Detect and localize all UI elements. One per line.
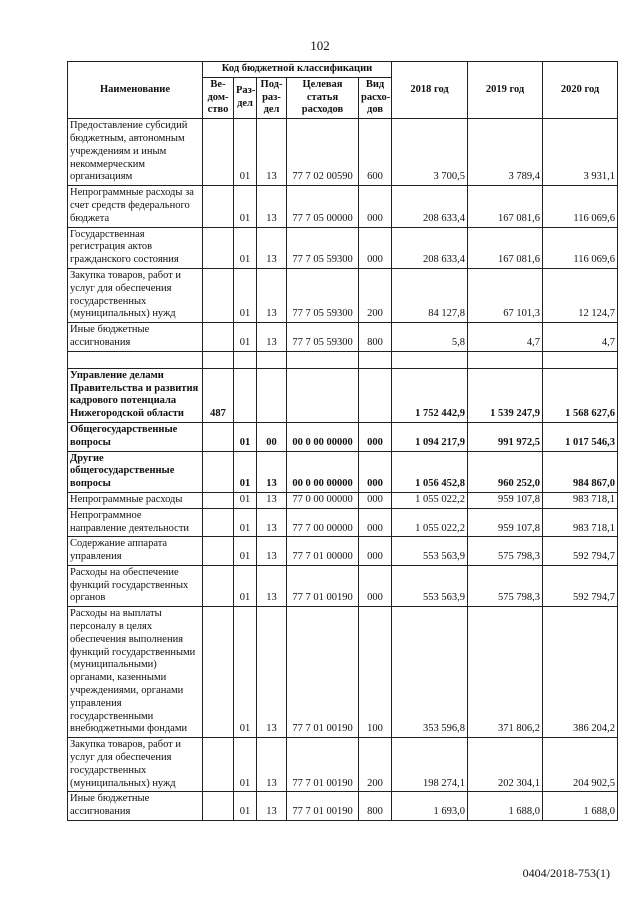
cell-2019: 959 107,8 (468, 508, 543, 537)
cell-name: Закупка товаров, работ и услуг для обеспечения государственных (муниципальных) нужд (68, 268, 203, 322)
cell-podrazdel: 13 (257, 268, 287, 322)
cell-podrazdel: 00 (257, 422, 287, 451)
cell-2020: 592 794,7 (543, 565, 618, 606)
cell-target: 77 7 02 00590 (287, 119, 359, 186)
cell-target: 77 7 01 00190 (287, 565, 359, 606)
cell-vedomstvo (203, 565, 234, 606)
cell-target (287, 368, 359, 422)
cell-target: 00 0 00 00000 (287, 451, 359, 492)
cell-name: Государственная регистрация актов гражданского состояния (68, 227, 203, 268)
cell-vid: 200 (359, 268, 392, 322)
header-vid: Вид расхо- дов (359, 77, 392, 118)
cell-podrazdel: 13 (257, 792, 287, 821)
header-row-top (68, 62, 618, 78)
cell-razdel: 01 (234, 792, 257, 821)
cell-2018: 553 563,9 (392, 565, 468, 606)
cell-2019: 4,7 (468, 323, 543, 352)
cell-razdel (234, 368, 257, 422)
cell-2020 (543, 351, 618, 368)
cell-razdel: 01 (234, 565, 257, 606)
cell-2018: 208 633,4 (392, 186, 468, 227)
cell-2020: 592 794,7 (543, 537, 618, 566)
cell-name: Закупка товаров, работ и услуг для обеспечения государственных (муниципальных) нужд (68, 738, 203, 792)
table-row (68, 422, 618, 451)
cell-2019: 167 081,6 (468, 227, 543, 268)
cell-vedomstvo (203, 451, 234, 492)
cell-vedomstvo (203, 537, 234, 566)
cell-podrazdel: 13 (257, 451, 287, 492)
cell-2018: 3 700,5 (392, 119, 468, 186)
table-row (68, 268, 618, 322)
header-2019: 2019 год (468, 62, 543, 119)
header-classification-group: Код бюджетной классификации (203, 62, 392, 78)
table-row (68, 451, 618, 492)
cell-name: Непрограммные расходы (68, 492, 203, 508)
table-row (68, 227, 618, 268)
header-target: Целевая статья расходов (287, 77, 359, 118)
cell-podrazdel: 13 (257, 119, 287, 186)
cell-razdel: 01 (234, 119, 257, 186)
cell-podrazdel: 13 (257, 186, 287, 227)
cell-2020: 386 204,2 (543, 607, 618, 738)
table-row (68, 323, 618, 352)
cell-target: 77 0 00 00000 (287, 492, 359, 508)
cell-vid: 000 (359, 186, 392, 227)
cell-vedomstvo (203, 323, 234, 352)
cell-name: Управление делами Правительства и развития кадрового потенциала Нижегородской области (68, 368, 203, 422)
cell-name: Содержание аппарата управления (68, 537, 203, 566)
cell-2020: 983 718,1 (543, 492, 618, 508)
cell-target: 77 7 01 00000 (287, 537, 359, 566)
cell-2019: 371 806,2 (468, 607, 543, 738)
cell-podrazdel: 13 (257, 323, 287, 352)
table-row (68, 792, 618, 821)
table-row (68, 565, 618, 606)
table-row (68, 738, 618, 792)
cell-razdel: 01 (234, 451, 257, 492)
cell-2020: 116 069,6 (543, 227, 618, 268)
cell-2019: 167 081,6 (468, 186, 543, 227)
cell-2019 (468, 351, 543, 368)
cell-2019: 991 972,5 (468, 422, 543, 451)
cell-razdel: 01 (234, 492, 257, 508)
cell-podrazdel: 13 (257, 508, 287, 537)
cell-2020: 1 568 627,6 (543, 368, 618, 422)
cell-2019: 3 789,4 (468, 119, 543, 186)
cell-target: 77 7 01 00190 (287, 738, 359, 792)
page-number: 102 (310, 38, 330, 53)
cell-2018: 208 633,4 (392, 227, 468, 268)
cell-razdel: 01 (234, 508, 257, 537)
cell-vedomstvo (203, 492, 234, 508)
cell-vid: 000 (359, 422, 392, 451)
cell-2018: 553 563,9 (392, 537, 468, 566)
header-podrazdel: Под- раз- дел (257, 77, 287, 118)
cell-2019: 202 304,1 (468, 738, 543, 792)
cell-vid: 000 (359, 565, 392, 606)
cell-2019: 67 101,3 (468, 268, 543, 322)
cell-razdel: 01 (234, 738, 257, 792)
cell-podrazdel: 13 (257, 537, 287, 566)
cell-vedomstvo (203, 119, 234, 186)
cell-2019: 575 798,3 (468, 537, 543, 566)
cell-2020: 12 124,7 (543, 268, 618, 322)
cell-2018: 84 127,8 (392, 268, 468, 322)
cell-name: Иные бюджетные ассигнования (68, 792, 203, 821)
cell-2020: 984 867,0 (543, 451, 618, 492)
cell-2019: 575 798,3 (468, 565, 543, 606)
header-name: Наименование (68, 62, 203, 119)
cell-2019: 960 252,0 (468, 451, 543, 492)
cell-target: 77 7 01 00190 (287, 607, 359, 738)
cell-target: 77 7 05 59300 (287, 268, 359, 322)
cell-vedomstvo (203, 738, 234, 792)
table-row (68, 351, 618, 368)
cell-razdel (234, 351, 257, 368)
cell-name: Предоставление субсидий бюджетным, автономным учреждениям и иным некоммерческим организациям (68, 119, 203, 186)
cell-vid: 600 (359, 119, 392, 186)
cell-razdel: 01 (234, 422, 257, 451)
cell-name: Расходы на выплаты персоналу в целях обеспечения выполнения функций государственными (муниципальными) органами, казенными учреждениями, органами управления государственными внебюджетными фондами (68, 607, 203, 738)
cell-podrazdel (257, 368, 287, 422)
cell-2020: 1 017 546,3 (543, 422, 618, 451)
cell-razdel: 01 (234, 227, 257, 268)
cell-podrazdel: 13 (257, 492, 287, 508)
header-razdel: Раз- дел (234, 77, 257, 118)
cell-name: Общегосударственные вопросы (68, 422, 203, 451)
cell-podrazdel: 13 (257, 565, 287, 606)
cell-razdel: 01 (234, 186, 257, 227)
cell-vedomstvo (203, 268, 234, 322)
cell-target: 77 7 05 59300 (287, 323, 359, 352)
table-row (68, 186, 618, 227)
cell-vid: 000 (359, 492, 392, 508)
table-row (68, 508, 618, 537)
cell-vid: 800 (359, 323, 392, 352)
cell-vedomstvo (203, 227, 234, 268)
cell-2020: 4,7 (543, 323, 618, 352)
budget-table-body (68, 119, 618, 821)
cell-2018: 198 274,1 (392, 738, 468, 792)
cell-vid (359, 351, 392, 368)
cell-vid: 200 (359, 738, 392, 792)
cell-target: 77 7 00 00000 (287, 508, 359, 537)
cell-vedomstvo (203, 186, 234, 227)
cell-2020: 1 688,0 (543, 792, 618, 821)
cell-vid: 800 (359, 792, 392, 821)
cell-target: 77 7 05 59300 (287, 227, 359, 268)
cell-2019: 1 539 247,9 (468, 368, 543, 422)
table-row (68, 368, 618, 422)
cell-vid: 000 (359, 537, 392, 566)
cell-podrazdel: 13 (257, 227, 287, 268)
cell-podrazdel: 13 (257, 607, 287, 738)
cell-name: Непрограммное направление деятельности (68, 508, 203, 537)
header-2018: 2018 год (392, 62, 468, 119)
cell-vedomstvo (203, 607, 234, 738)
cell-target: 77 7 05 00000 (287, 186, 359, 227)
budget-table (67, 61, 618, 821)
cell-2018: 353 596,8 (392, 607, 468, 738)
cell-razdel: 01 (234, 607, 257, 738)
cell-vid: 000 (359, 227, 392, 268)
cell-2018: 1 752 442,9 (392, 368, 468, 422)
cell-vedomstvo (203, 508, 234, 537)
cell-2019: 1 688,0 (468, 792, 543, 821)
cell-2018: 1 094 217,9 (392, 422, 468, 451)
cell-podrazdel (257, 351, 287, 368)
cell-vedomstvo (203, 351, 234, 368)
cell-2020: 983 718,1 (543, 508, 618, 537)
table-row (68, 119, 618, 186)
cell-vedomstvo: 487 (203, 368, 234, 422)
cell-2018: 1 055 022,2 (392, 508, 468, 537)
cell-name (68, 351, 203, 368)
cell-razdel: 01 (234, 323, 257, 352)
cell-2018: 1 055 022,2 (392, 492, 468, 508)
header-2020: 2020 год (543, 62, 618, 119)
cell-vedomstvo (203, 422, 234, 451)
cell-target (287, 351, 359, 368)
cell-2020: 3 931,1 (543, 119, 618, 186)
document-code: 0404/2018-753(1) (522, 866, 610, 880)
cell-razdel: 01 (234, 268, 257, 322)
cell-name: Иные бюджетные ассигнования (68, 323, 203, 352)
table-row (68, 492, 618, 508)
cell-2018: 1 693,0 (392, 792, 468, 821)
cell-podrazdel: 13 (257, 738, 287, 792)
cell-name: Другие общегосударственные вопросы (68, 451, 203, 492)
cell-2019: 959 107,8 (468, 492, 543, 508)
cell-2020: 204 902,5 (543, 738, 618, 792)
cell-target: 00 0 00 00000 (287, 422, 359, 451)
cell-vid: 000 (359, 451, 392, 492)
table-row (68, 537, 618, 566)
cell-razdel: 01 (234, 537, 257, 566)
cell-name: Расходы на обеспечение функций государственных органов (68, 565, 203, 606)
header-vedomstvo: Ве- дом- ство (203, 77, 234, 118)
cell-2018 (392, 351, 468, 368)
table-row (68, 607, 618, 738)
cell-vid: 000 (359, 508, 392, 537)
cell-2018: 5,8 (392, 323, 468, 352)
cell-vedomstvo (203, 792, 234, 821)
cell-vid (359, 368, 392, 422)
cell-2018: 1 056 452,8 (392, 451, 468, 492)
cell-vid: 100 (359, 607, 392, 738)
cell-target: 77 7 01 00190 (287, 792, 359, 821)
cell-2020: 116 069,6 (543, 186, 618, 227)
cell-name: Непрограммные расходы за счет средств федерального бюджета (68, 186, 203, 227)
